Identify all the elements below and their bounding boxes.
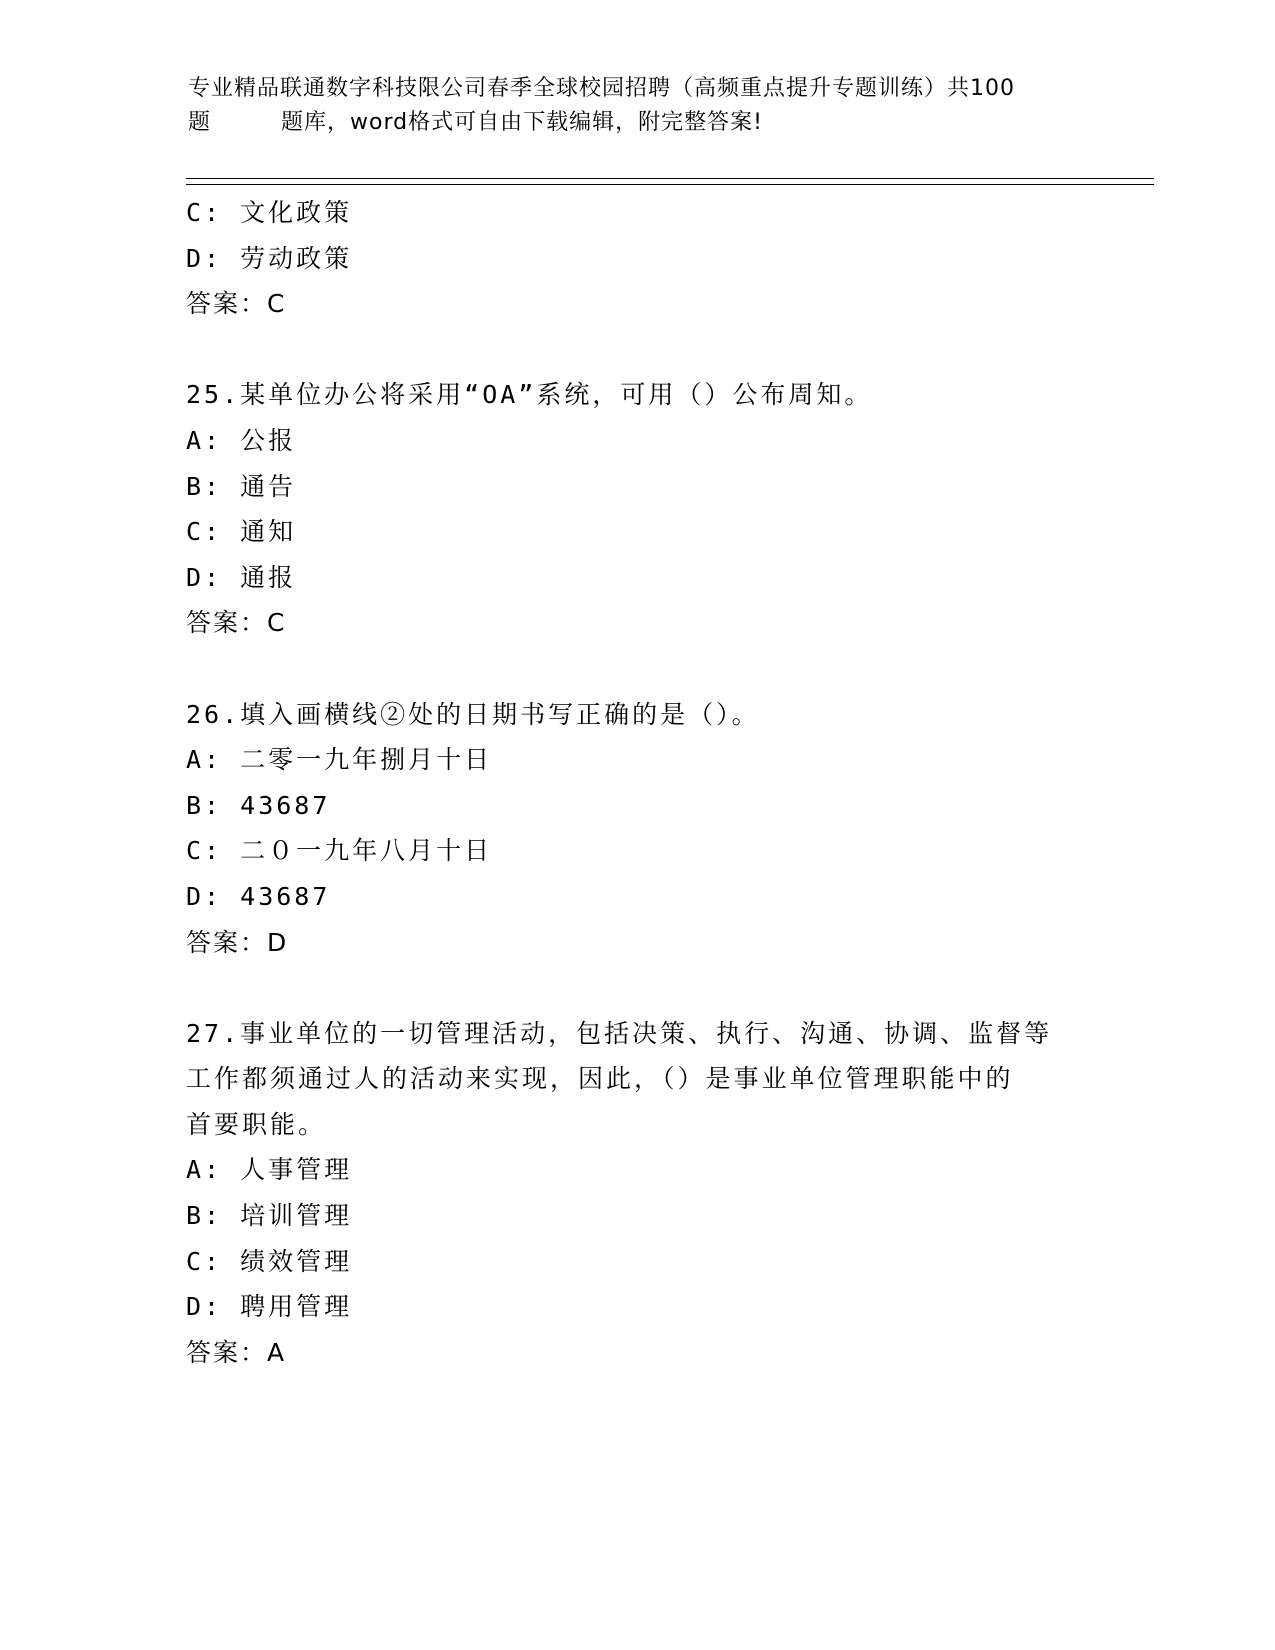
answer: 答案：C: [186, 289, 287, 319]
option-c: C: 通知: [186, 517, 297, 547]
answer: 答案：D: [186, 927, 289, 957]
option-b: B: 通告: [186, 471, 297, 501]
question-27: [186, 1011, 1086, 1376]
option-a: A: 公报: [186, 425, 297, 455]
question-25: [186, 372, 1086, 646]
option-d: D: 劳动政策: [186, 243, 353, 273]
option-a: A: 人事管理: [186, 1155, 353, 1185]
question-text-line2: 工作都须通过人的活动来实现，因此，（）是事业单位管理职能中的: [186, 1064, 1014, 1094]
question-spacer: [186, 965, 1086, 1011]
header-divider-bottom: [186, 184, 1154, 185]
option-a: A: 二零一九年捌月十日: [186, 745, 493, 775]
answer: 答案：C: [186, 608, 287, 638]
option-c: C: 文化政策: [186, 198, 353, 227]
header-title-line2: [188, 106, 1088, 140]
answer: 答案：A: [186, 1337, 287, 1367]
question-text-line3: 首要职能。: [186, 1109, 327, 1139]
option-d: D: 聘用管理: [186, 1292, 353, 1322]
header-title-line2-left: 题: [188, 110, 212, 135]
question-spacer: [186, 327, 1086, 373]
question-text: 25.某单位办公将采用“OA”系统，可用（）公布周知。: [186, 380, 873, 410]
header-gap: [211, 106, 281, 140]
question-list: [186, 190, 1086, 1375]
option-c: C: 绩效管理: [186, 1246, 353, 1276]
option-b: B: 培训管理: [186, 1201, 353, 1231]
document-header: [188, 72, 1088, 140]
question-spacer: [186, 646, 1086, 692]
question-text: 26.填入画横线②处的日期书写正确的是（）。: [186, 699, 760, 729]
option-d: D: 通报: [186, 562, 297, 592]
option-b: B: 43687: [186, 790, 331, 820]
header-title-line2-right: 题库，word格式可自由下载编辑，附完整答案!: [281, 110, 763, 135]
header-divider-top: [186, 178, 1154, 179]
header-title-line1: 专业精品联通数字科技限公司春季全球校园招聘（高频重点提升专题训练）共100: [188, 76, 1015, 101]
question-text-line1: 27.事业单位的一切管理活动，包括决策、执行、沟通、协调、监督等: [186, 1018, 1053, 1048]
question-24-tail: [186, 190, 1086, 327]
option-c: C: 二０一九年八月十日: [186, 836, 493, 866]
question-26: [186, 692, 1086, 966]
option-d: D: 43687: [186, 881, 331, 911]
